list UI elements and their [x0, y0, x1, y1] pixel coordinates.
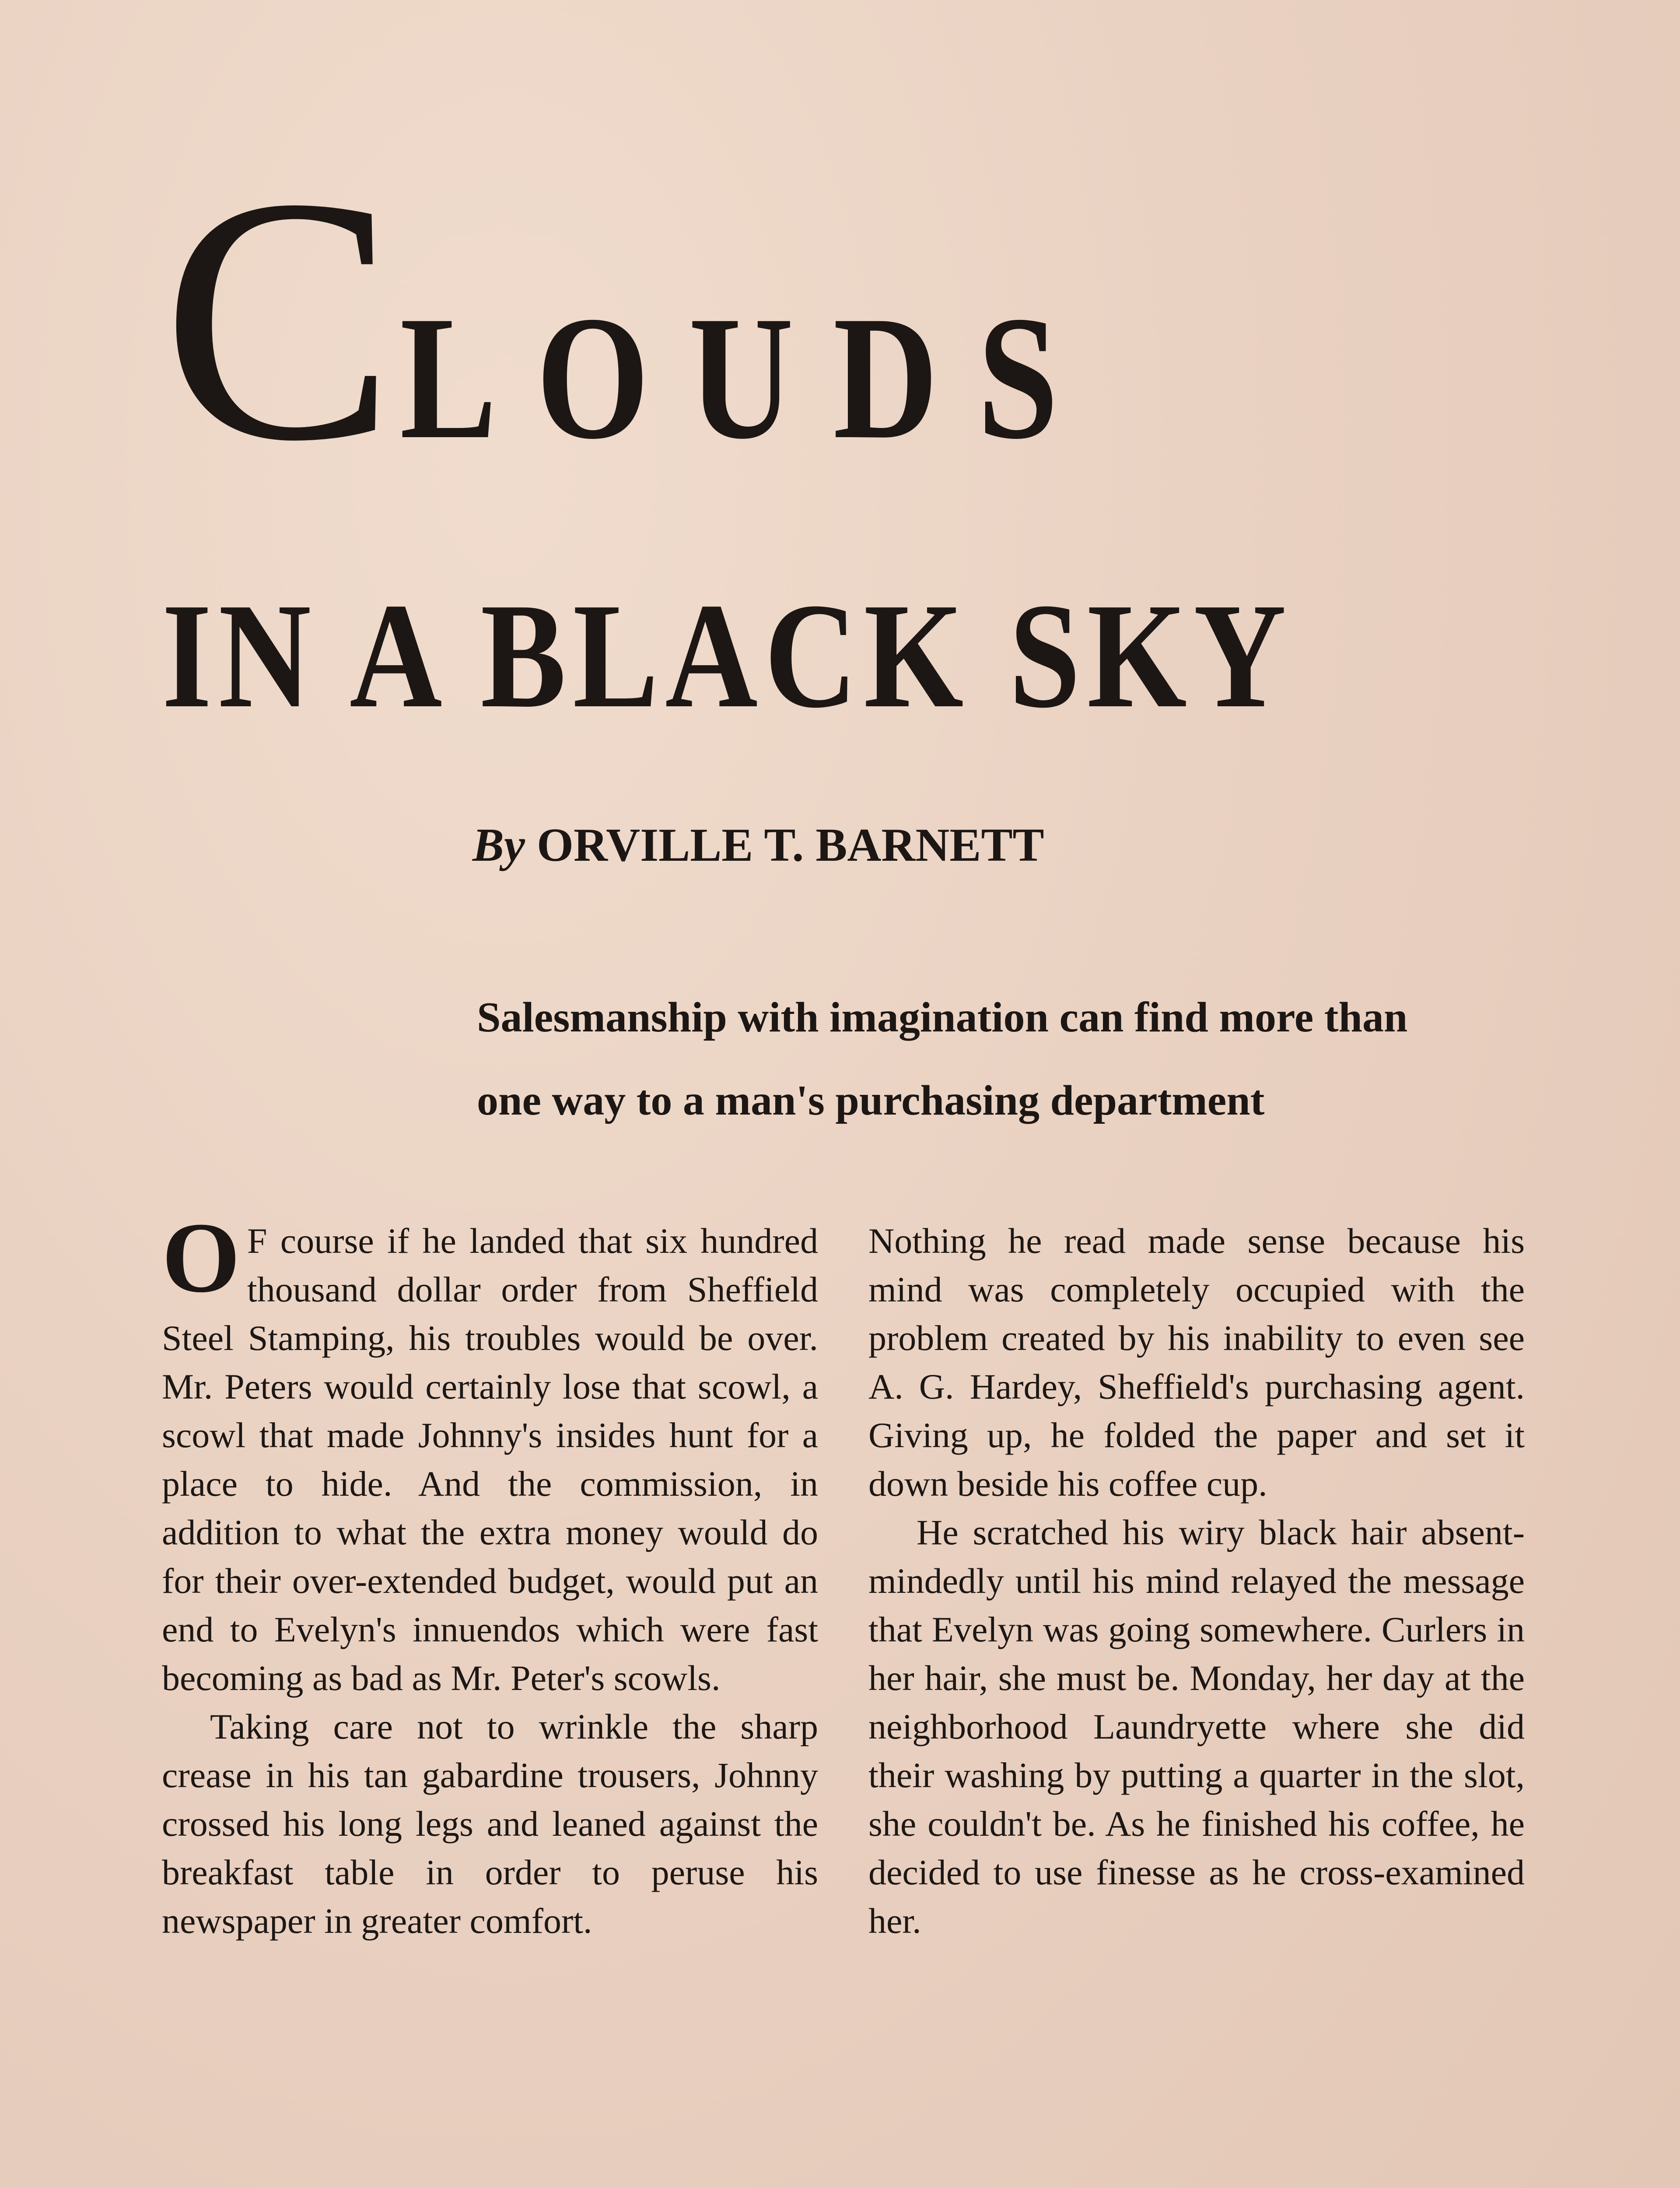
paragraph-text: F course if he landed that six hundred thousand dollar order from Sheffield Steel Stamping, his troubles would be over. Mr. Peters would certainly lose that scowl, a scowl that made Johnny's insides hunt for a place to hide. And the commission, in addition to what the extra money would do for their over-extended budget, would put an end to Evelyn's innuendos which were fast becoming as bad as Mr. Peter's scowls. [162, 1221, 818, 1698]
deck-line-1: Salesmanship with imagination can find more than [477, 994, 1408, 1041]
title-word-clouds: LOUDS [399, 279, 1098, 476]
article-deck [477, 976, 1536, 1142]
deck-line-2: one way to a man's purchasing department [477, 1077, 1265, 1124]
article-title [0, 0, 1680, 788]
byline-author: ORVILLE T. BARNETT [536, 819, 1044, 871]
drop-cap: O [162, 1202, 240, 1313]
body-column-right [868, 1217, 1525, 1945]
title-initial-capital: C [162, 126, 391, 513]
paragraph: Nothing he read made sense because his mind was completely occupied with the problem created by his inability to even see A. G. Hardey, Sheffield's purchasing agent. Giving up, he folded the paper and set it down beside his coffee cup. [868, 1221, 1525, 1504]
paragraph: Taking care not to wrinkle the sharp crease in his tan gabardine trousers, Johnny crossed his long legs and leaned against the breakfast table in order to peruse his newspaper in greater comfort. [162, 1707, 818, 1941]
title-line-1 [162, 126, 1251, 513]
byline [472, 818, 1044, 873]
paragraph: He scratched his wiry black hair absent-mindedly until his mind relayed the message that Evelyn was going somewhere. Curlers in her hair, she must be. Monday, her day at the neighborhood Laundryette where she did their washing by putting a quarter in the slot, she couldn't be. As he finished his coffee, he decided to use finesse as he cross-examined her. [868, 1512, 1525, 1941]
title-line-2: IN A BLACK SKY [162, 572, 1293, 739]
byline-by: By [472, 819, 525, 871]
paragraph [162, 1202, 818, 1702]
body-column-left [162, 1202, 818, 1945]
